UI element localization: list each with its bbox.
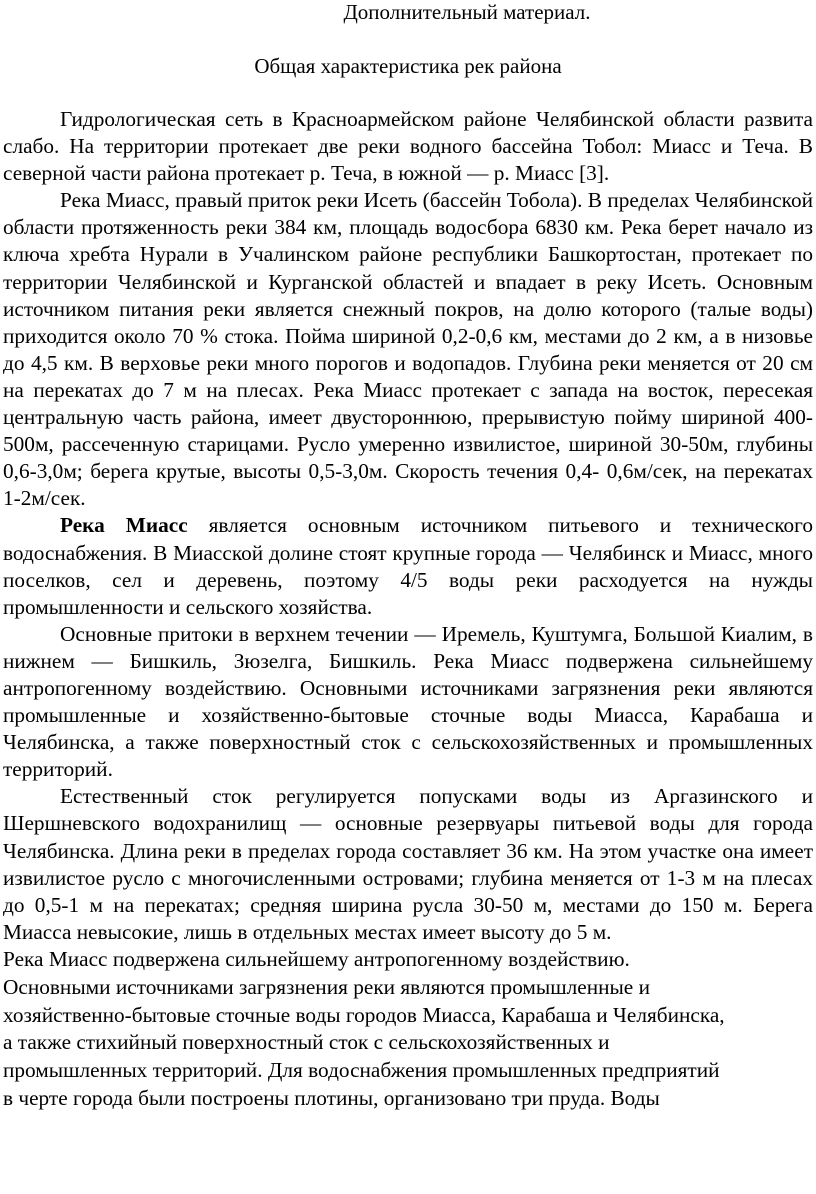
supplement-label: Дополнительный материал. [343, 0, 591, 24]
unformatted-text-block [3, 946, 813, 1113]
tail-line: хозяйственно-бытовые сточные воды городов Миасса, Карабаша и Челябинска, [3, 1002, 725, 1027]
page-title: Общая характеристика рек района [254, 54, 562, 78]
tail-line: в черте города были построены плотины, организовано три пруда. Воды [3, 1085, 660, 1110]
tail-line: промышленных территорий. Для водоснабжения промышленных предприятий [3, 1058, 720, 1083]
paragraph-hydrology: Гидрологическая сеть в Красноармейском районе Челябинской области развита слабо. На территории протекает две реки водного бассейна Тобол: Миасс и Теча. В северной части района протекает р. Теча, в южной — р. Миасс [3]. [3, 107, 813, 186]
paragraph-water-supply-text: является основным источником питьевого и технического водоснабжения. В Миасской долине стоят крупные города — Челябинск и Миасс, много поселков, сел и деревень, поэтому 4/5 воды реки расходуется на нужды промышленности и сельского хозяйства. [3, 513, 813, 619]
document-body [3, 106, 813, 1113]
tail-line: Основными источниками загрязнения реки являются промышленные и [3, 974, 650, 999]
tail-line: Река Миасс подвержена сильнейшему антропогенному воздействию. [3, 946, 630, 971]
paragraph-miass-description: Река Миасс, правый приток реки Исеть (бассейн Тобола). В пределах Челябинской области протяженность реки 384 км, площадь водосбора 6830 км. Река берет начало из ключа хребта Нурали в Учалинском районе республики Башкортостан, протекает по территории Челябинской и Курганской областей и впадает в реку Исеть. Основным источником питания реки является снежный покров, на долю которого (талые воды) приходится около 70 % стока. Пойма шириной 0,2-0,6 км, местами до 2 км, а в низовье до 4,5 км. В верховье реки много порогов и водопадов. Глубина реки меняется от 20 см на перекатах до 7 м на плесах. Река Миасс протекает с запада на восток, пересекая центральную часть района, имеет двустороннюю, прерывистую пойму шириной 400-500м, рассеченную старицами. Русло умеренно извилистое, шириной 30-50м, глубины 0,6-3,0м; берега крутые, высоты 0,5-3,0м. Скорость течения 0,4- 0,6м/сек, на перекатах 1-2м/сек. [3, 188, 813, 511]
paragraph-regulation: Естественный сток регулируется попусками воды из Аргазинского и Шершневского водохранилищ — основные резервуары питьевой воды для города Челябинска. Длина реки в пределах города составляет 36 км. На этом участке она имеет извилистое русло с многочисленными островами; глубина меняется от 1-3 м на плесах до 0,5-1 м на перекатах; средняя ширина русла 30-50 м, местами до 150 м. Берега Миасса невысокие, лишь в отдельных местах имеет высоту до 5 м. [3, 784, 813, 944]
tail-line: а также стихийный поверхностный сток с сельскохозяйственных и [3, 1030, 610, 1055]
paragraph-tributaries: Основные притоки в верхнем течении — Иремель, Куштумга, Большой Киалим, в нижнем — Бишкиль, Зюзелга, Бишкиль. Река Миасс подвержена сильнейшему антропогенному воздействию. Основными источниками загрязнения реки являются промышленные и хозяйственно-бытовые сточные воды Миасса, Карабаша и Челябинска, а также поверхностный сток с сельскохозяйственных и промышленных территорий. [3, 621, 813, 782]
paragraph-water-supply [3, 512, 813, 620]
bold-river-name: Река Миасс [60, 513, 188, 538]
